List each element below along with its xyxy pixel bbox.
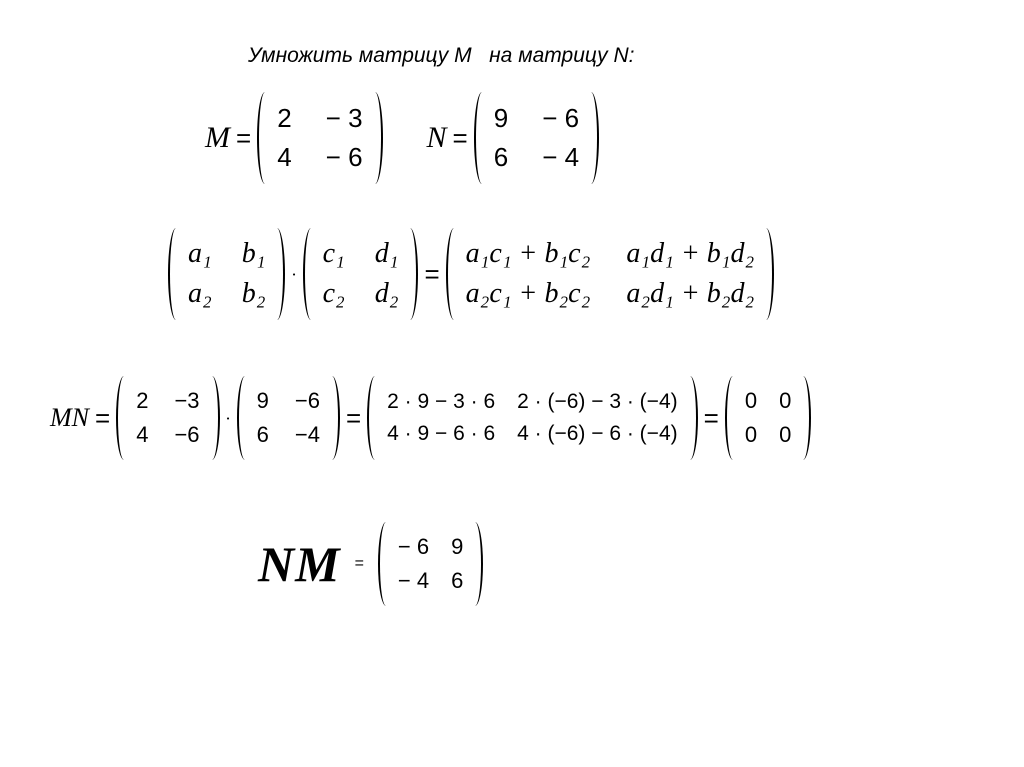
matrix-cell: − 3 bbox=[325, 103, 363, 133]
matrix-cell: 0 bbox=[744, 388, 758, 413]
right-paren bbox=[758, 228, 774, 320]
matrix-nm-cells bbox=[394, 534, 467, 594]
matrix-cell: 6 bbox=[451, 568, 464, 593]
matrix-ab-cells bbox=[184, 238, 269, 310]
nm-result bbox=[258, 522, 483, 606]
right-paren bbox=[324, 376, 340, 460]
matrix-cell: 4 · (−6) − 6 · (−4) bbox=[517, 422, 678, 445]
matrix-n-cells bbox=[253, 388, 324, 448]
matrix-cell: 2 bbox=[277, 103, 292, 133]
left-paren bbox=[378, 522, 394, 606]
matrix-cell: 4 · 9 − 6 · 6 bbox=[387, 422, 496, 445]
matrix-cell: c₁ bbox=[322, 238, 345, 269]
m-label: M bbox=[205, 121, 230, 154]
matrix-cell: 0 bbox=[779, 388, 792, 413]
equals-sign: = bbox=[452, 122, 468, 153]
matrix-cell: a₁d₁ + b₁d₂ bbox=[626, 238, 755, 269]
matrix-cell: −4 bbox=[294, 422, 320, 447]
left-paren bbox=[116, 376, 132, 460]
matrix-zero bbox=[725, 376, 812, 460]
matrix-cell: a₁c₁ + b₁c₂ bbox=[465, 238, 591, 269]
general-formula bbox=[168, 228, 774, 320]
multiply-dot: · bbox=[291, 264, 297, 284]
left-paren bbox=[237, 376, 253, 460]
matrix-cell: a₂c₁ + b₂c₂ bbox=[465, 278, 591, 309]
n-label: N bbox=[426, 121, 447, 154]
matrix-cell: c₂ bbox=[322, 278, 345, 309]
matrix-n bbox=[474, 92, 599, 184]
left-paren bbox=[446, 228, 462, 320]
matrix-product-general-cells bbox=[462, 238, 759, 310]
right-paren bbox=[402, 228, 418, 320]
equals-sign: = bbox=[236, 122, 252, 153]
left-paren bbox=[303, 228, 319, 320]
left-paren bbox=[257, 92, 273, 184]
matrix-cell: 4 bbox=[136, 422, 149, 447]
matrix-cell: b₁ bbox=[241, 238, 266, 269]
equals-sign: = bbox=[95, 402, 111, 433]
right-paren bbox=[204, 376, 220, 460]
matrix-cell: 2 bbox=[136, 388, 149, 413]
multiply-dot: · bbox=[225, 408, 231, 428]
matrix-cell: 6 bbox=[493, 142, 509, 172]
matrix-product-expanded bbox=[367, 376, 697, 460]
right-paren bbox=[269, 228, 285, 320]
matrix-cell: − 4 bbox=[397, 568, 430, 593]
slide-title: Умножить матрицу M на матрицу N: bbox=[248, 44, 635, 67]
right-paren bbox=[467, 522, 483, 606]
matrix-cell: 2 · (−6) − 3 · (−4) bbox=[517, 390, 678, 413]
matrix-cell: − 6 bbox=[397, 534, 430, 559]
nm-label: NM bbox=[258, 536, 341, 592]
matrix-cell: − 6 bbox=[325, 142, 363, 172]
left-paren bbox=[725, 376, 741, 460]
right-paren bbox=[682, 376, 698, 460]
equals-sign: = bbox=[345, 402, 362, 433]
matrix-cell: − 4 bbox=[542, 142, 580, 172]
left-paren bbox=[367, 376, 383, 460]
equals-sign: = bbox=[354, 555, 364, 572]
matrix-cell: a₂ bbox=[188, 278, 212, 309]
mn-computation bbox=[50, 376, 811, 460]
matrix-cell: d₂ bbox=[374, 278, 399, 309]
matrix-cell: −6 bbox=[294, 388, 320, 413]
matrix-definitions bbox=[205, 92, 599, 184]
matrix-cell: 0 bbox=[744, 422, 758, 447]
matrix-zero-cells bbox=[741, 388, 796, 448]
matrix-m bbox=[257, 92, 382, 184]
matrix-product-expanded-cells bbox=[383, 390, 681, 446]
matrix-cell: b₂ bbox=[241, 278, 266, 309]
matrix-cd bbox=[303, 228, 419, 320]
matrix-cell: 4 bbox=[277, 142, 292, 172]
right-paren bbox=[367, 92, 383, 184]
matrix-product-general bbox=[446, 228, 775, 320]
left-paren bbox=[474, 92, 490, 184]
matrix-cell: d₁ bbox=[374, 238, 399, 269]
matrix-nm bbox=[378, 522, 483, 606]
matrix-m bbox=[116, 376, 219, 460]
matrix-cell: 0 bbox=[779, 422, 792, 447]
matrix-m-cells bbox=[132, 388, 203, 448]
right-paren bbox=[795, 376, 811, 460]
left-paren bbox=[168, 228, 184, 320]
right-paren bbox=[583, 92, 599, 184]
mn-label: MN bbox=[50, 403, 89, 432]
matrix-cell: 2 · 9 − 3 · 6 bbox=[387, 390, 496, 413]
matrix-cell: 9 bbox=[493, 103, 509, 133]
matrix-cell: − 6 bbox=[542, 103, 580, 133]
matrix-ab bbox=[168, 228, 285, 320]
equals-sign: = bbox=[424, 258, 440, 289]
matrix-cell: −3 bbox=[174, 388, 200, 413]
matrix-n bbox=[237, 376, 340, 460]
equals-sign: = bbox=[703, 402, 719, 433]
matrix-m-cells bbox=[273, 103, 366, 173]
matrix-cell: 9 bbox=[256, 388, 269, 413]
matrix-n-cells bbox=[490, 103, 583, 173]
matrix-cell: 6 bbox=[256, 422, 269, 447]
matrix-cd-cells bbox=[319, 238, 403, 310]
matrix-cell: 9 bbox=[451, 534, 464, 559]
matrix-cell: a₁ bbox=[188, 238, 212, 269]
matrix-cell: a₂d₁ + b₂d₂ bbox=[626, 278, 755, 309]
matrix-cell: −6 bbox=[174, 422, 200, 447]
